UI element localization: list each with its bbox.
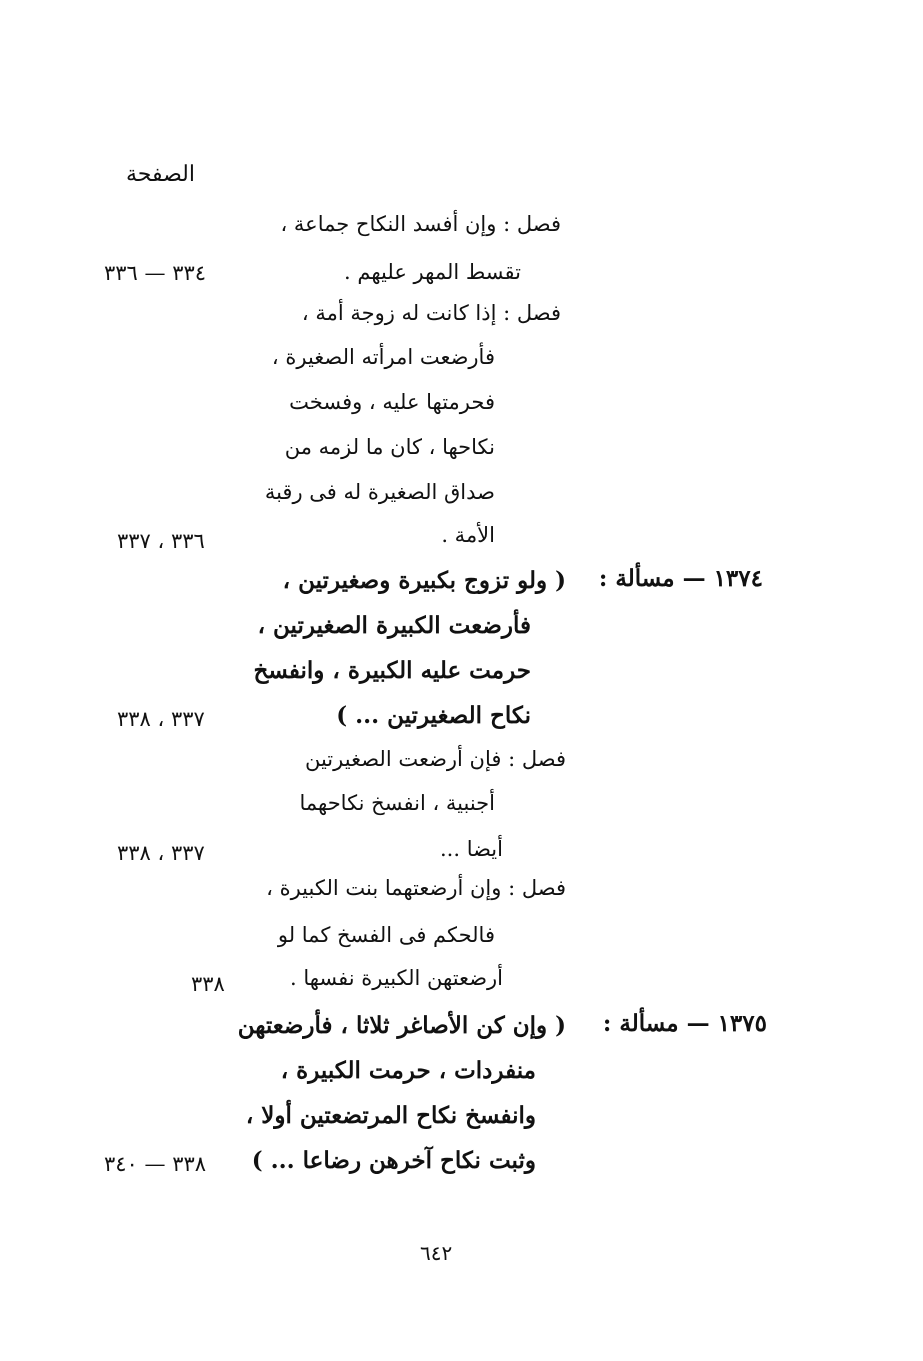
entry-line: الأمة . bbox=[441, 523, 495, 547]
page-ref: ٣٣٨ — ٣٤٠ bbox=[104, 1152, 207, 1176]
entry-line: فصل : وإن أفسد النكاح جماعة ، bbox=[280, 212, 561, 236]
entry-line: أيضا ... bbox=[440, 837, 503, 861]
entry-line: نكاحها ، كان ما لزمه من bbox=[284, 435, 495, 459]
entry-line: فأرضعت الكبيرة الصغيرتين ، bbox=[257, 612, 531, 639]
page-ref: ٣٣٤ — ٣٣٦ bbox=[104, 261, 207, 285]
entry-line: فصل : فإن أرضعت الصغيرتين bbox=[304, 747, 566, 771]
entry-line: فحرمتها عليه ، وفسخت bbox=[289, 390, 495, 414]
entry-line: صداق الصغيرة له فى رقبة bbox=[264, 480, 495, 504]
page-ref: ٣٣٦ ، ٣٣٧ bbox=[117, 529, 205, 553]
entry-line: حرمت عليه الكبيرة ، وانفسخ bbox=[253, 657, 531, 684]
page-column-header: الصفحة bbox=[125, 162, 195, 187]
page-ref: ٣٣٧ ، ٣٣٨ bbox=[117, 841, 205, 865]
entry-line: ( وإن كن الأصاغر ثلاثا ، فأرضعتهن bbox=[237, 1012, 566, 1039]
entry-line: أجنبية ، انفسخ نكاحهما bbox=[299, 791, 495, 815]
entry-line: وانفسخ نكاح المرتضعتين أولا ، bbox=[245, 1102, 536, 1129]
entry-line: منفردات ، حرمت الكبيرة ، bbox=[280, 1057, 536, 1084]
entry-line: فصل : وإن أرضعتهما بنت الكبيرة ، bbox=[266, 876, 566, 900]
masala-number: ١٣٧٤ — مسألة : bbox=[598, 565, 763, 592]
entry-line: فصل : إذا كانت له زوجة أمة ، bbox=[301, 301, 561, 325]
entry-line: ( ولو تزوج بكبيرة وصغيرتين ، bbox=[282, 567, 566, 594]
entry-line: فأرضعت امرأته الصغيرة ، bbox=[271, 345, 495, 369]
page-ref: ٣٣٧ ، ٣٣٨ bbox=[117, 707, 205, 731]
masala-number: ١٣٧٥ — مسألة : bbox=[602, 1010, 767, 1037]
entry-line: تقسط المهر عليهم . bbox=[344, 260, 521, 284]
entry-line: فالحكم فى الفسخ كما لو bbox=[277, 923, 495, 947]
page-number: ٦٤٢ bbox=[420, 1241, 453, 1265]
entry-line: أرضعتهن الكبيرة نفسها . bbox=[289, 966, 503, 990]
page-ref: ٣٣٨ bbox=[191, 972, 225, 996]
entry-line: نكاح الصغيرتين ... ) bbox=[336, 702, 531, 729]
entry-line: وثبت نكاح آخرهن رضاعا ... ) bbox=[251, 1147, 536, 1174]
